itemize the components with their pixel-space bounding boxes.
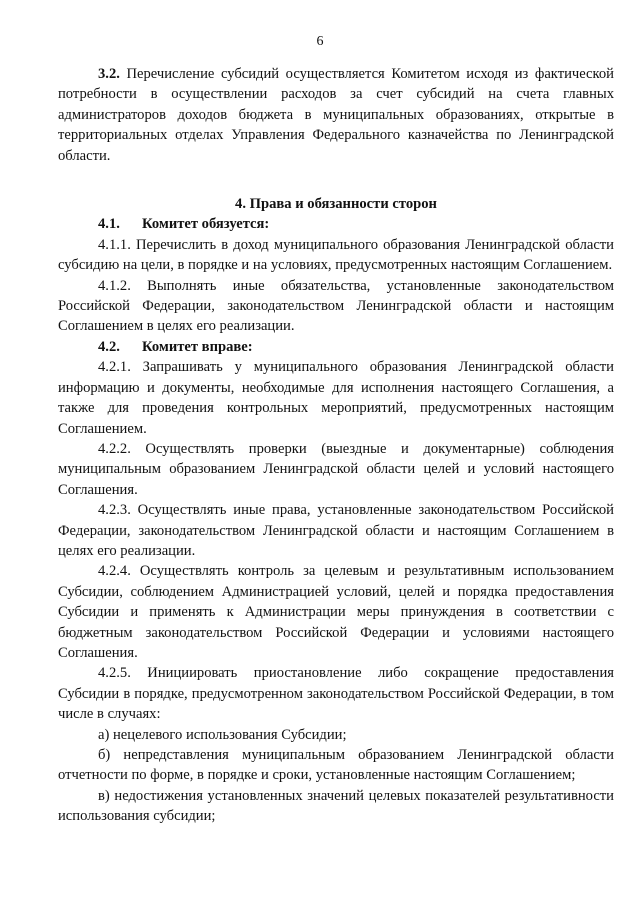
paragraph-4-1-1: 4.1.1. Перечислить в доход муниципального образования Ленинградской области субсидию на цели, в порядке и на условиях, предусмотренных настоящим Соглашением. [58, 236, 614, 274]
document-body [58, 64, 614, 827]
paragraph-4-1-2: 4.1.2. Выполнять иные обязательства, установленные законодательством Российской Федерации, законодательством Ленинградской области и настоящим Соглашением в целях его реализации. [58, 277, 614, 335]
subsection-4-1-heading [58, 214, 614, 234]
paragraph-4-2-2: 4.2.2. Осуществлять проверки (выездные и документарные) соблюдения муниципальным образованием Ленинградской области целей и условий настоящего Соглашения. [58, 440, 614, 498]
page-number: 6 [316, 34, 324, 49]
subsection-4-2-heading [58, 337, 614, 357]
subsection-4-1-title: Комитет обязуется: [142, 216, 270, 233]
list-item-v: в) недостижения установленных значений целевых показателей результативности использования субсидии; [58, 787, 614, 825]
section-4-heading: 4. Права и обязанности сторон [235, 196, 437, 213]
paragraph-4-2-1: 4.2.1. Запрашивать у муниципального образования Ленинградской области информацию и документы, необходимые для исполнения настоящего Соглашения, а также для проведения контрольных мероприятий, предусмотренных настоящим Соглашением. [58, 359, 614, 437]
paragraph-3-2 [58, 64, 614, 166]
paragraph-4-2-5: 4.2.5. Инициировать приостановление либо сокращение предоставления Субсидии в порядке, предусмотренном законодательством Российской Федерации, в том числе в случаях: [58, 665, 614, 723]
list-item-a: а) нецелевого использования Субсидии; [98, 726, 347, 743]
paragraph-3-2-text: Перечисление субсидий осуществляется Комитетом исходя из фактической потребности в осуществлении расходов за счет субсидий на счета главных администраторов доходов бюджета в муниципальных образованиях, открытые в территориальных отделах Управления Федерального казначейства по Ленинградской области. [58, 66, 614, 164]
paragraph-4-2-4: 4.2.4. Осуществлять контроль за целевым и результативным использованием Субсидии, соблюдением Администрацией условий, целей и порядка предоставления Субсидии и применять к Администрации меры принуждения в соответствии с бюджетным законодательством Российской Федерации и условиями настоящего Соглашения. [58, 563, 614, 661]
subsection-4-1-number: 4.1. [98, 216, 120, 233]
subsection-4-2-number: 4.2. [98, 338, 120, 355]
list-item-b: б) непредставления муниципальным образованием Ленинградской области отчетности по форме, в порядке и сроки, установленные настоящим Соглашением; [58, 747, 614, 784]
paragraph-4-2-3: 4.2.3. Осуществлять иные права, установленные законодательством Российской Федерации, законодательством Ленинградской области и настоящим Соглашением в целях его реализации. [58, 502, 614, 559]
subsection-4-2-title: Комитет вправе: [142, 338, 253, 355]
paragraph-3-2-number: 3.2. [98, 66, 120, 82]
